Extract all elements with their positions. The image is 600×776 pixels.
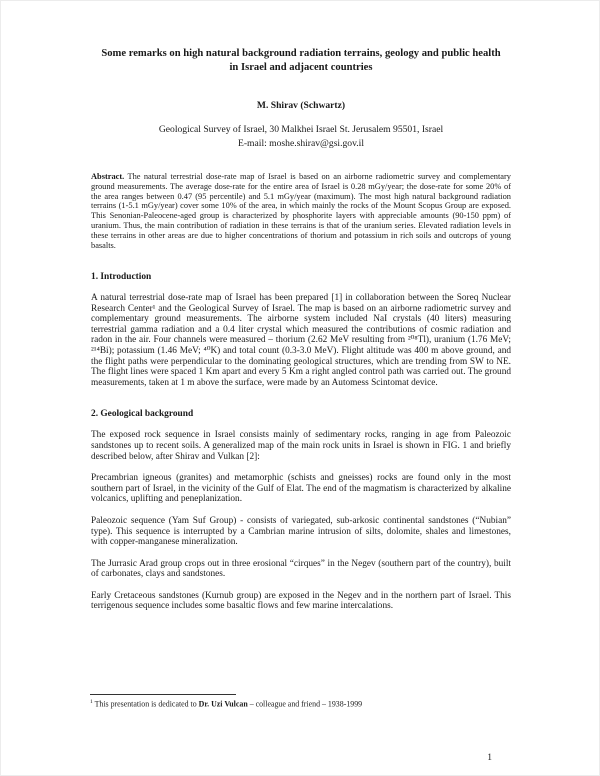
paper-title (91, 47, 511, 75)
footnote-text-suffix: – colleague and friend – 1938-1999 (247, 699, 363, 709)
section-heading-introduction: 1. Introduction (91, 272, 152, 282)
footnote (90, 699, 512, 710)
footnote-dedicatee: Dr. Uzi Vulcan (198, 699, 248, 709)
geology-paragraph-1: The exposed rock sequence in Israel consists mainly of sedimentary rocks, ranging in age from Paleozoic sandstones up to recent soils. A generalized map of the main rock units in Israel is shown in FIG. 1 and briefly described below, after Shirav and Vulkan [2]: (91, 430, 511, 462)
affiliation-line: Geological Survey of Israel, 30 Malkhei Israel St. Jerusalem 95501, Israel (158, 123, 444, 135)
introduction-paragraph: A natural terrestrial dose-rate map of Israel has been prepared [1] in collaboration between the Soreq Nuclear Research Center¹ and the Geological Survey of Israel. The map is based on an airborne radiometric survey and complementary ground measurements. The airborne system included NaI crystals (40 liters) measuring terrestrial gamma radiation and a 0.4 liter crystal which measured the contributions of cosmic radiation and radon in the air. Four channels were measured – thorium (2.62 MeV resulting from ²⁰⁸Tl), uranium (1.76 MeV; ²¹⁴Bi); potassium (1.46 MeV; ⁴⁰K) and total count (0.3-3.0 MeV). Flight altitude was 400 m above ground, and the flight paths were perpendicular to the dominating geological structures, which are trending from SW to NE. The flight lines were spaced 1 Km apart and every 5 Km a right angled control path was carried out. The ground measurements, taken at 1 m above the surface, were made by an Automess Scintomat device. (91, 293, 511, 388)
abstract-label: Abstract. (91, 171, 125, 181)
page-number: 1 (487, 752, 492, 763)
geology-paragraph-4: The Jurrasic Arad group crops out in three erosional “cirques” in the Negev (southern part of the country), built of carbonates, clays and sandstones. (91, 558, 511, 580)
affiliation-block (91, 123, 511, 151)
email-line: E-mail: moshe.shirav@gsi.gov.il (238, 137, 364, 149)
section-heading-geological-background: 2. Geological background (91, 409, 194, 420)
geology-paragraph-3: Paleozoic sequence (Yam Suf Group) - consists of variegated, sub-arkosic continental sandstones (“Nubian” type). This sequence is interrupted by a Cambrian marine intrusion of silts, dolomite, shales and limestones, with copper-manganese mineralization. (91, 515, 511, 548)
paper-title-line-1: Some remarks on high natural background radiation terrains, geology and public health (101, 48, 501, 59)
geology-paragraph-2: Precambrian igneous (granites) and metamorphic (schists and gneisses) rocks are found only in the most southern part of Israel, in the vicinity of the Gulf of Elat. The end of the magmatism is characterized by alkaline volcanics, uplifting and peneplanization. (91, 473, 511, 505)
author-name: M. Shirav (Schwartz) (256, 99, 346, 111)
paper-title-line-2: in Israel and adjacent countries (229, 61, 373, 73)
footnote-text-prefix: This presentation is dedicated to (92, 699, 199, 709)
footnote-marker: 1 (90, 699, 93, 705)
footnote-separator (90, 694, 236, 695)
abstract-paragraph (91, 172, 511, 251)
footnote-area (90, 694, 512, 710)
abstract-text: The natural terrestrial dose-rate map of Israel is based on an airborne radiometric survey and complementary ground measurements. The average dose-rate for the entire area of Israel is 0.28 mGy/year; the dose-rate for some 20% of the area ranges between 0.47 (95 percentile) and 5.1 mGy/year (maximum). The most high natural background radiation terrains (1-5.1 mGy/year) cover some 10% of the area, in which mainly the rocks of the Mount Scopus Group are exposed. This Senonian-Paleocene-aged group is characterized by phosphorite layers with appreciable amounts (90-150 ppm) of uranium. Thus, the main contribution of radiation in these terrains is that of the uranium series. Elevated radiation levels in these terrains in other areas are due to higher concentrations of thorium and potassium in rich soils and outcrops of young basalts. (91, 171, 511, 251)
geology-paragraph-5: Early Cretaceous sandstones (Kurnub group) are exposed in the Negev and in the northern part of Israel. This terrigenous sequence includes some basaltic flows and few marine intercalations. (91, 590, 511, 612)
